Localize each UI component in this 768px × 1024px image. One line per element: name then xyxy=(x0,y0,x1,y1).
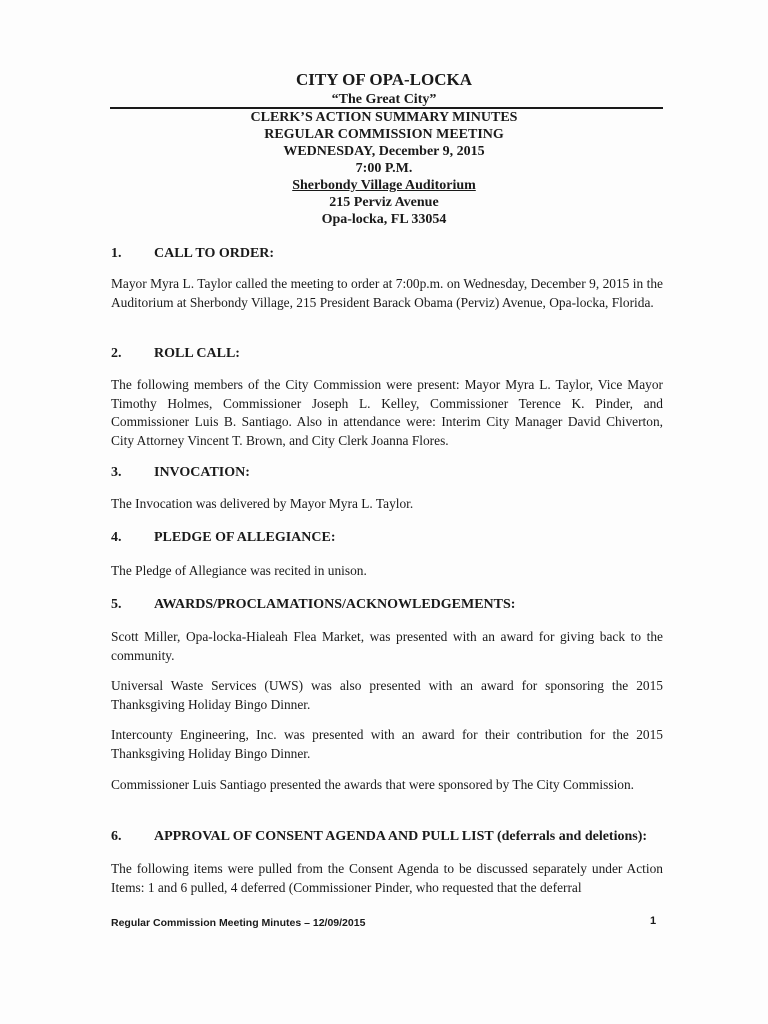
page-number: 1 xyxy=(650,915,657,927)
section-number: 4. xyxy=(111,530,122,545)
section-title: CALL TO ORDER: xyxy=(154,246,275,261)
city-title: CITY OF OPA-LOCKA xyxy=(296,70,472,89)
section-title: PLEDGE OF ALLEGIANCE: xyxy=(154,530,336,545)
section-number: 1. xyxy=(111,246,122,261)
section-heading xyxy=(111,829,647,845)
venue-city: Opa-locka, FL 33054 xyxy=(321,212,447,227)
section-title: AWARDS/PROCLAMATIONS/ACKNOWLEDGEMENTS: xyxy=(154,597,516,612)
paragraph: Intercounty Engineering, Inc. was presented with an award for their contribution for the 2015 Thanksgiving Holiday Bingo Dinner. xyxy=(111,727,663,761)
section-heading xyxy=(111,246,274,262)
minutes-type: CLERK’S ACTION SUMMARY MINUTES xyxy=(250,110,518,125)
meeting-venue: Sherbondy Village Auditorium xyxy=(292,178,476,193)
section-number: 6. xyxy=(111,829,122,844)
paragraph: The following items were pulled from the Consent Agenda to be discussed separately under Action Items: 1 and 6 pulled, 4 deferred (Commissioner Pinder, who requested that the deferral xyxy=(111,861,663,895)
meeting-date: WEDNESDAY, December 9, 2015 xyxy=(283,144,485,159)
section-title: ROLL CALL: xyxy=(154,346,240,361)
section-heading xyxy=(111,597,515,613)
city-motto: “The Great City” xyxy=(331,92,437,107)
section-number: 5. xyxy=(111,597,122,612)
paragraph: Scott Miller, Opa-locka-Hialeah Flea Market, was presented with an award for giving back to the community. xyxy=(111,629,663,663)
paragraph: The Pledge of Allegiance was recited in unison. xyxy=(111,563,367,578)
paragraph: Commissioner Luis Santiago presented the awards that were sponsored by The City Commission. xyxy=(111,777,635,792)
paragraph: The following members of the City Commission were present: Mayor Myra L. Taylor, Vice Mayor Timothy Holmes, Commissioner Joseph L. Kelley, Commissioner Terence K. Pinder, and Commissioner Luis B. Santiago. Also in attendance were: Interim City Manager David Chiverton, City Attorney Vincent T. Brown, and City Clerk Joanna Flores. xyxy=(111,377,663,448)
meeting-type: REGULAR COMMISSION MEETING xyxy=(264,127,504,142)
meeting-time: 7:00 P.M. xyxy=(355,161,413,176)
section-heading xyxy=(111,530,336,546)
section-title: INVOCATION: xyxy=(154,465,250,480)
section-title: APPROVAL OF CONSENT AGENDA AND PULL LIST (deferrals and deletions): xyxy=(154,829,648,844)
paragraph: Universal Waste Services (UWS) was also presented with an award for sponsoring the 2015 Thanksgiving Holiday Bingo Dinner. xyxy=(111,678,663,712)
section-heading xyxy=(111,465,250,481)
section-number: 3. xyxy=(111,465,122,480)
footer-title: Regular Commission Meeting Minutes – 12/09/2015 xyxy=(111,917,366,929)
section-number: 2. xyxy=(111,346,122,361)
paragraph: Mayor Myra L. Taylor called the meeting to order at 7:00p.m. on Wednesday, December 9, 2015 in the Auditorium at Sherbondy Village, 215 President Barack Obama (Perviz) Avenue, Opa-locka, Florida. xyxy=(111,276,663,310)
venue-street: 215 Perviz Avenue xyxy=(329,195,439,210)
section-heading xyxy=(111,346,240,362)
paragraph: The Invocation was delivered by Mayor Myra L. Taylor. xyxy=(111,496,414,511)
